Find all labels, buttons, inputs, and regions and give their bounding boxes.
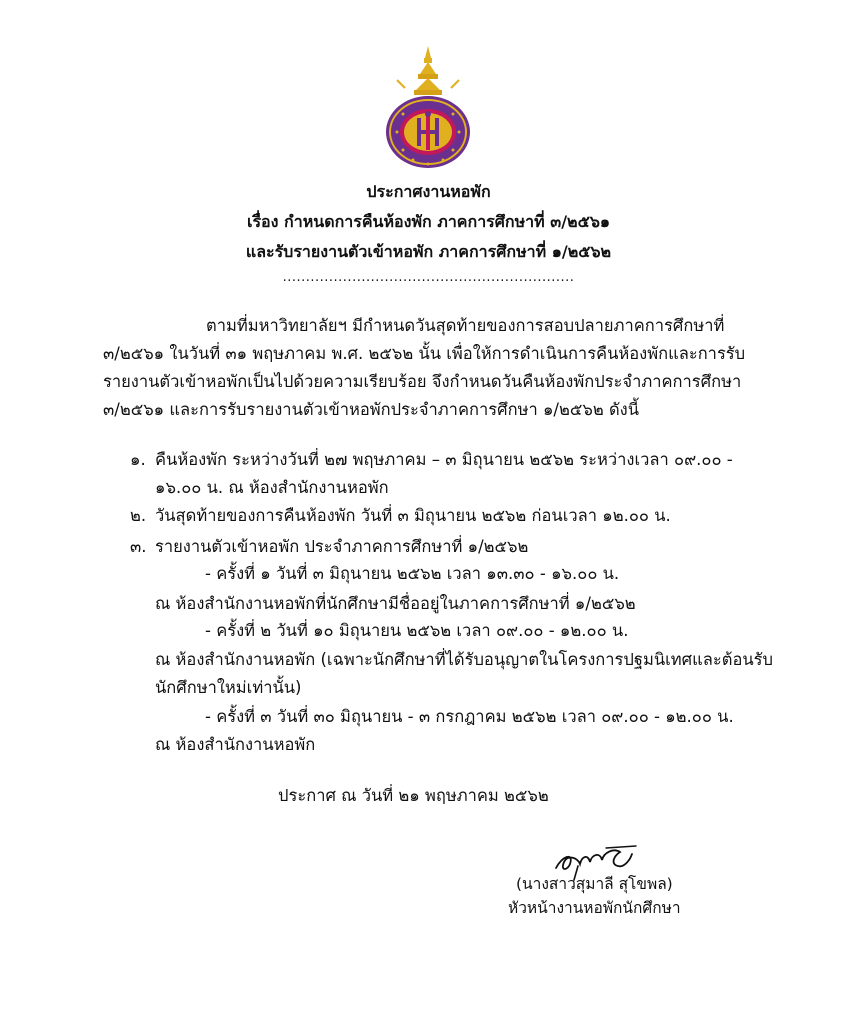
intro-line-3: รายงานตัวเข้าหอพักเป็นไปด้วยความเรียบร้อย จึงกำหนดวันคืนห้องพักประจำภาคการศึกษา — [103, 372, 742, 391]
item-1-line-2: ๑๖.๐๐ น. ณ ห้องสำนักงานหอพัก — [155, 478, 389, 497]
item-3-number: ๓. — [130, 537, 147, 556]
signatory-position: หัวหน้างานหอพักนักศึกษา — [508, 899, 681, 917]
header-separator: ............................................................... — [282, 270, 575, 285]
round-1: - ครั้งที่ ๑ วันที่ ๓ มิถุนายน ๒๕๖๒ เวลา ๑๓.๓๐ - ๑๖.๐๐ น. — [205, 564, 620, 583]
round-1-place: ณ ห้องสำนักงานหอพักที่นักศึกษามีชื่ออยู่ในภาคการศึกษาที่ ๑/๒๕๖๒ — [155, 594, 636, 613]
item-3-line-1: รายงานตัวเข้าหอพัก ประจำภาคการศึกษาที่ ๑/๒๕๖๒ — [155, 537, 529, 556]
intro-line-1: ตามที่มหาวิทยาลัยฯ มีกำหนดวันสุดท้ายของการสอบปลายภาคการศึกษาที่ — [206, 316, 725, 335]
round-2-place-line-1: ณ ห้องสำนักงานหอพัก (เฉพาะนักศึกษาที่ได้รับอนุญาตในโครงการปฐมนิเทศและต้อนรับ — [155, 650, 773, 669]
item-1-number: ๑. — [130, 450, 146, 469]
intro-line-4: ๓/๒๕๖๑ และการรับรายงานตัวเข้าหอพักประจำภาคการศึกษา ๑/๒๕๖๒ ดังนี้ — [103, 400, 639, 419]
signatory-name: (นางสาวสุมาลี สุโขพล) — [516, 875, 673, 893]
subject-line-1: เรื่อง กำหนดการคืนห้องพัก ภาคการศึกษาที่ ๓/๒๕๖๑ — [246, 212, 611, 231]
announcement-date: ประกาศ ณ วันที่ ๒๑ พฤษภาคม ๒๕๖๒ — [278, 786, 549, 805]
item-1-line-1: คืนห้องพัก ระหว่างวันที่ ๒๗ พฤษภาคม – ๓ มิถุนายน ๒๕๖๒ ระหว่างเวลา ๐๙.๐๐ - — [155, 450, 733, 469]
intro-line-2: ๓/๒๕๖๑ ในวันที่ ๓๑ พฤษภาคม พ.ศ. ๒๕๖๒ นั้น เพื่อให้การดำเนินการคืนห้องพักและการรับ — [103, 344, 746, 363]
subject-line-2: และรับรายงานตัวเข้าหอพัก ภาคการศึกษาที่ ๑/๒๕๖๒ — [245, 242, 612, 261]
item-2-number: ๒. — [130, 506, 147, 525]
round-2: - ครั้งที่ ๒ วันที่ ๑๐ มิถุนายน ๒๕๖๒ เวลา ๐๙.๐๐ - ๑๒.๐๐ น. — [205, 621, 629, 640]
item-2-line-1: วันสุดท้ายของการคืนห้องพัก วันที่ ๓ มิถุนายน ๒๕๖๒ ก่อนเวลา ๑๒.๐๐ น. — [155, 506, 671, 525]
round-3-place: ณ ห้องสำนักงานหอพัก — [155, 735, 316, 754]
announcement-title: ประกาศงานหอพัก — [366, 182, 491, 201]
round-3: - ครั้งที่ ๓ วันที่ ๓๐ มิถุนายน - ๓ กรกฎาคม ๒๕๖๒ เวลา ๐๙.๐๐ - ๑๒.๐๐ น. — [205, 707, 734, 726]
university-seal-logo — [383, 44, 473, 170]
round-2-place-line-2: นักศึกษาใหม่เท่านั้น) — [155, 678, 302, 697]
